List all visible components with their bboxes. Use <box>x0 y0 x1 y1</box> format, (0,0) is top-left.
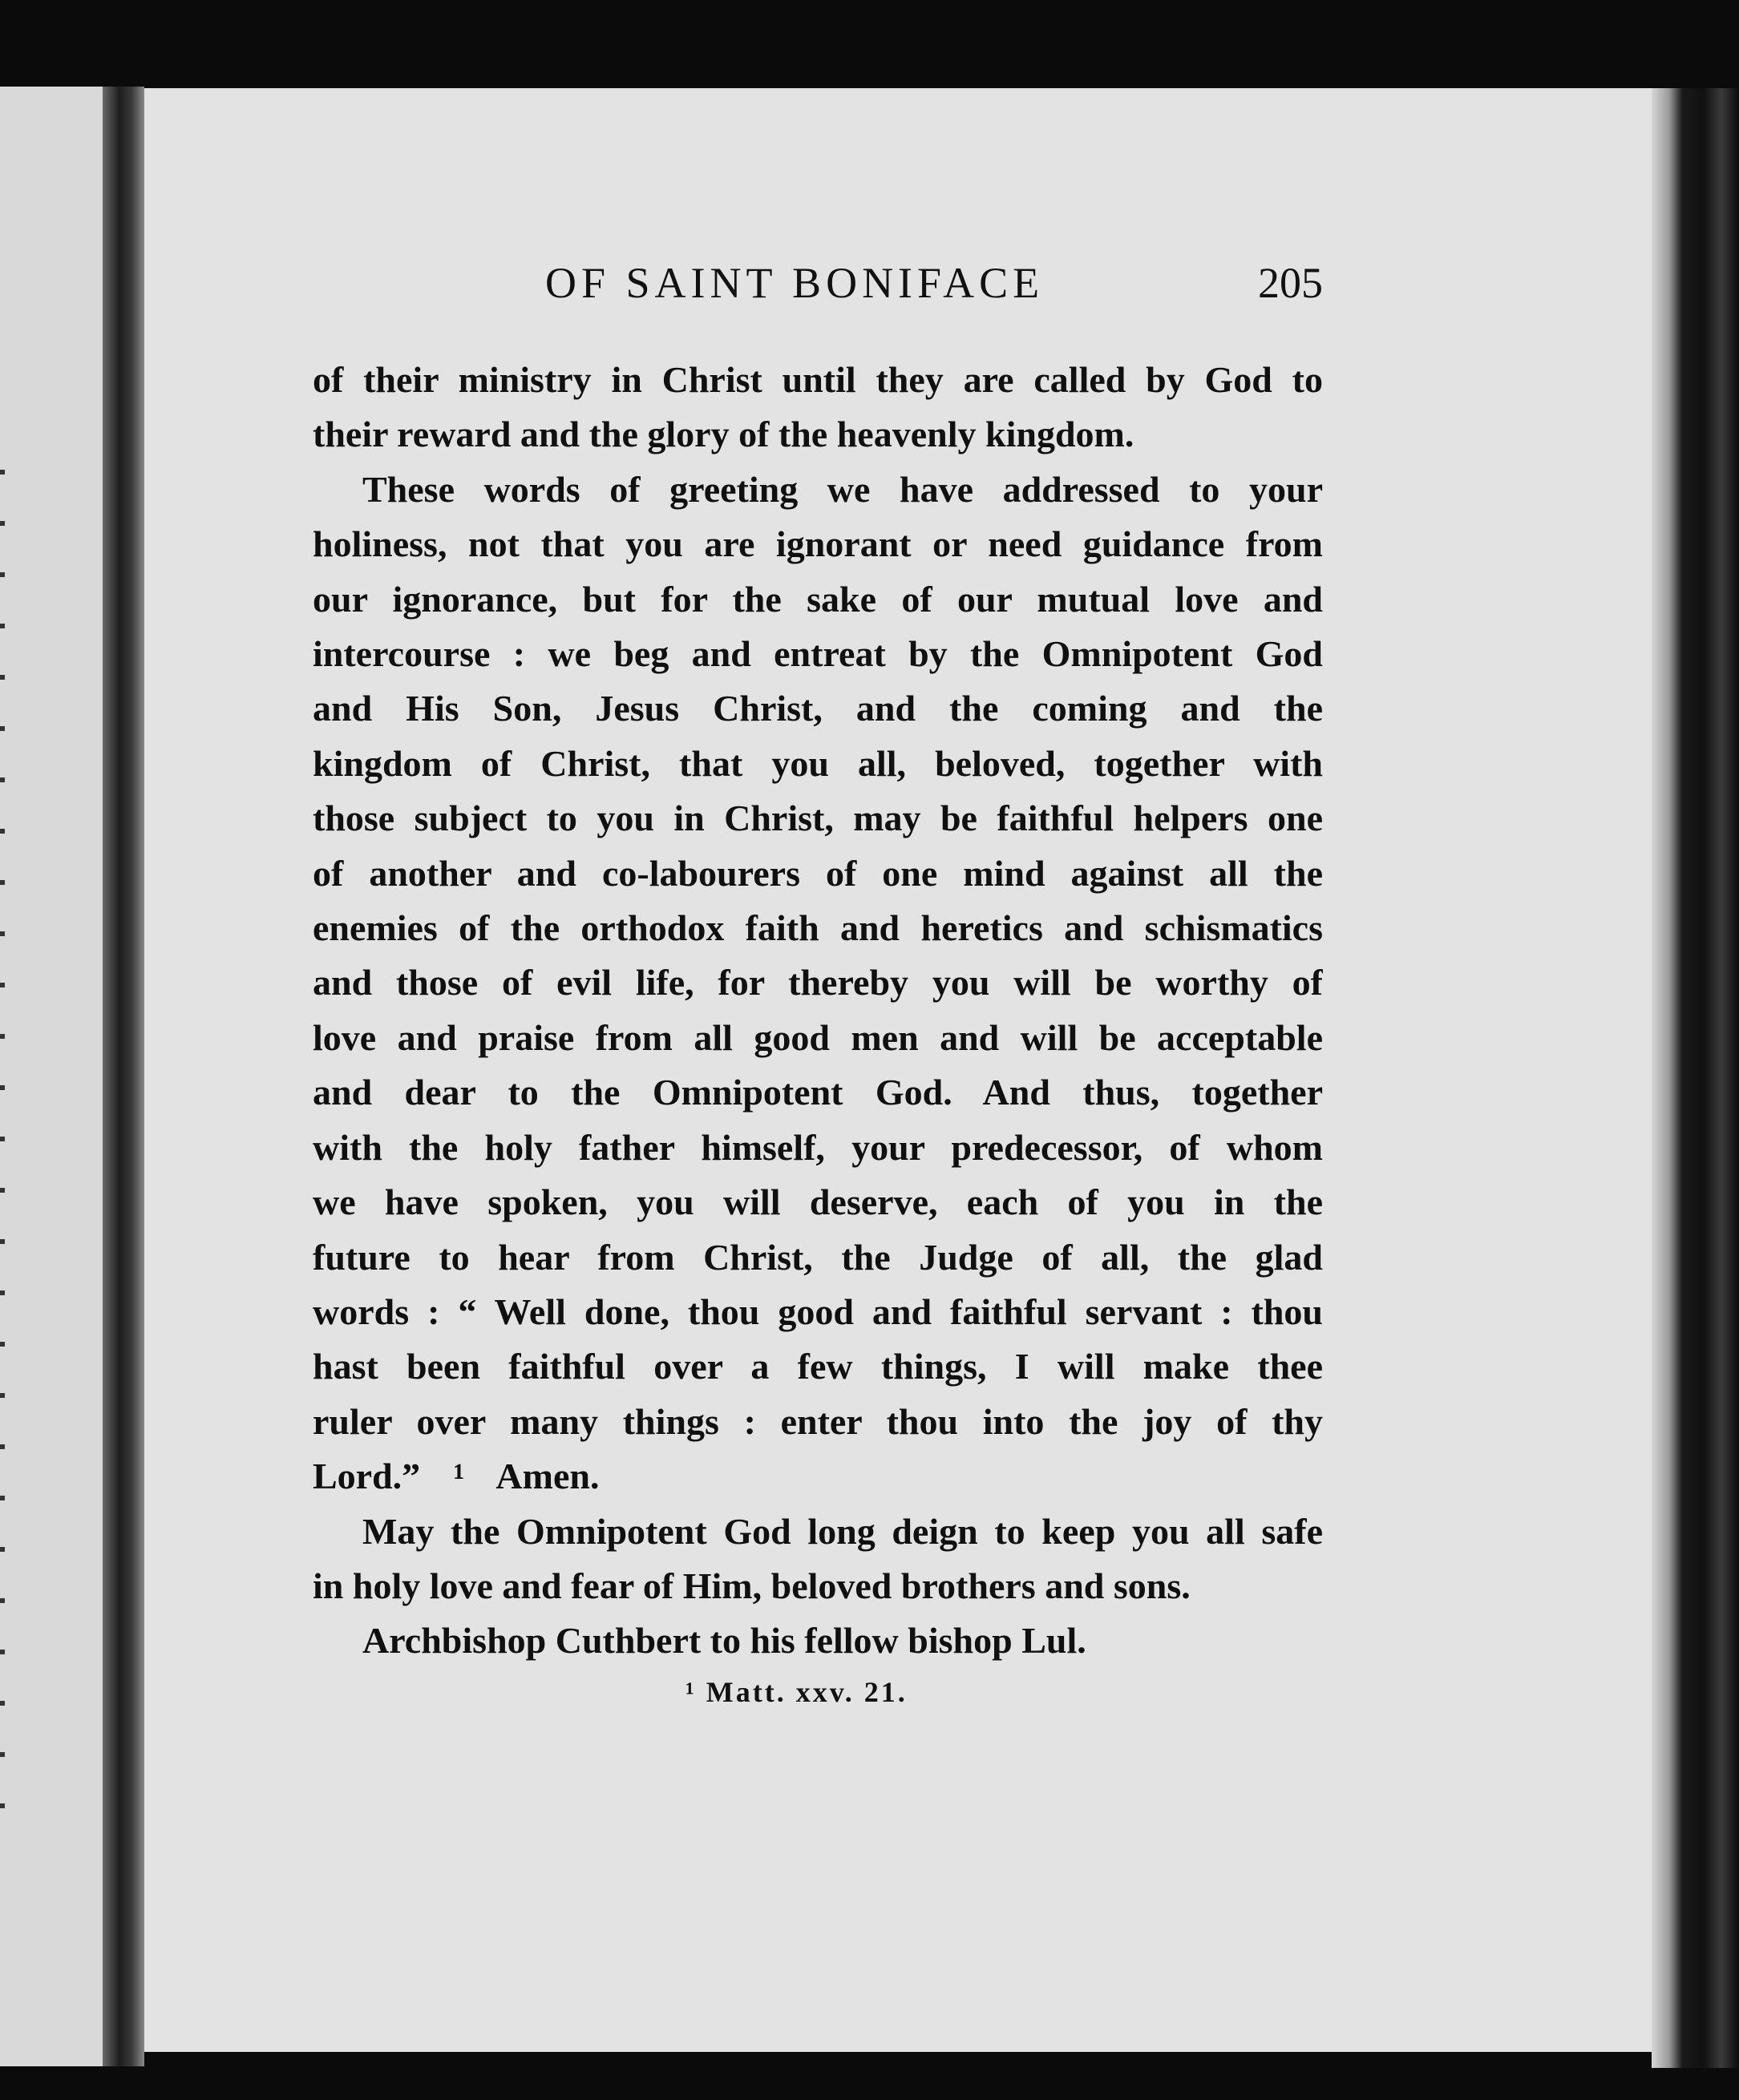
text-line: their reward and the glory of the heavenly kingdom. <box>313 414 1134 455</box>
book-right-edge <box>1652 88 1739 2068</box>
text-line: Lord.” ¹ Amen. <box>313 1456 600 1497</box>
text-line: ruler over many things : enter thou into the joy of thy <box>313 1400 1323 1442</box>
text-line: those subject to you in Christ, may be faithful helpers one <box>313 798 1323 839</box>
text-line: and His Son, Jesus Christ, and the coming and the <box>313 688 1323 729</box>
text-line: May the Omnipotent God long deign to keep you all safe <box>362 1510 1323 1552</box>
text-line: with the holy father himself, your predecessor, of whom <box>313 1126 1323 1168</box>
page-number: 205 <box>1258 259 1323 307</box>
text-line: of their ministry in Christ until they are called by God to <box>313 359 1323 400</box>
facing-page-text-fragments <box>0 423 5 1826</box>
text-line: love and praise from all good men and will be acceptable <box>313 1016 1323 1058</box>
text-line: and dear to the Omnipotent God. And thus, together <box>313 1072 1323 1113</box>
text-line: These words of greeting we have addressed to your <box>362 468 1323 510</box>
text-line: intercourse : we beg and entreat by the Omnipotent God <box>313 633 1323 675</box>
text-line: Archbishop Cuthbert to his fellow bishop Lul. <box>362 1620 1086 1662</box>
text-line: in holy love and fear of Him, beloved brothers and sons. <box>313 1565 1191 1606</box>
text-line: enemies of the orthodox faith and heretics and schismatics <box>313 907 1323 949</box>
text-line: holiness, not that you are ignorant or need guidance from <box>313 523 1323 565</box>
text-line: hast been faithful over a few things, I will make thee <box>313 1346 1323 1387</box>
text-line: of another and co-labourers of one mind against all the <box>313 852 1323 894</box>
running-header <box>313 258 1323 322</box>
text-line: and those of evil life, for thereby you will be worthy of <box>313 962 1323 1004</box>
text-line: future to hear from Christ, the Judge of all, the glad <box>313 1236 1323 1278</box>
body-text <box>313 353 1323 1669</box>
text-line: kingdom of Christ, that you all, beloved, together with <box>313 742 1323 784</box>
facing-page-edge <box>0 87 103 2066</box>
text-line: words : “ Well done, thou good and faithful servant : thou <box>313 1290 1323 1332</box>
running-title: OF SAINT BONIFACE <box>545 259 1045 307</box>
book-gutter <box>103 87 144 2066</box>
page-bottom-shadow <box>144 2052 1652 2100</box>
text-line: our ignorance, but for the sake of our mutual love and <box>313 578 1323 620</box>
text-line: we have spoken, you will deserve, each of you in the <box>313 1181 1323 1223</box>
footnote: ¹ Matt. xxv. 21. <box>685 1676 908 1708</box>
